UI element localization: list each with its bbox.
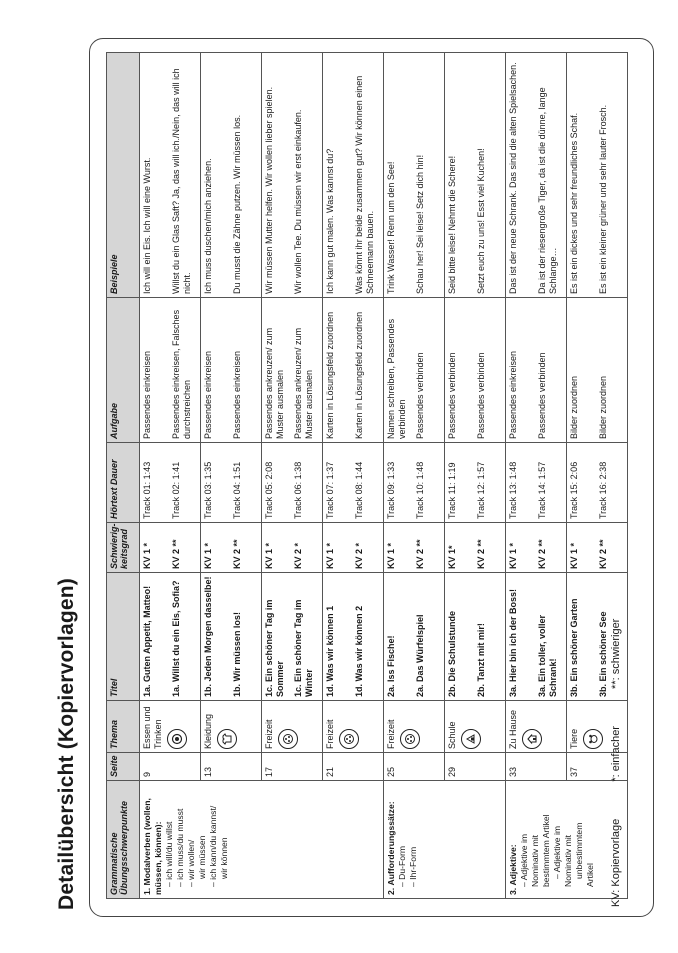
kv-2: KV 2 *	[354, 542, 364, 569]
thema-label: Essen und Trinken	[142, 706, 163, 749]
grammar-heading: Adjektive:	[508, 844, 518, 886]
seite-cell: 17	[262, 753, 323, 781]
schwierig-cell	[262, 523, 323, 573]
header-row	[107, 53, 140, 899]
kv-1: KV 1 *	[142, 542, 152, 569]
table-row	[445, 53, 506, 899]
header-hoer: Hörtext Dauer	[107, 443, 140, 523]
animal-icon	[583, 729, 603, 749]
titel-cell	[140, 573, 201, 701]
beispiel-1: Ich muss duschen/mich anziehen.	[203, 158, 213, 294]
grammar-heading: Modalverben (wollen, müssen, können):	[142, 798, 163, 895]
titel-1: 1b. Jeden Morgen dasselbe!	[203, 576, 213, 697]
track-2: Track 10: 1:48	[415, 461, 425, 519]
header-schwierig: Schwierig-keitsgrad	[107, 523, 140, 573]
aufgabe-cell	[384, 298, 445, 443]
kv-1: KV 1 *	[264, 542, 274, 569]
aufgabe-2: Passendes verbinden	[537, 352, 547, 439]
seite-cell: 33	[506, 753, 567, 781]
page-title: Detailübersicht (Kopiervorlagen)	[55, 578, 78, 910]
track-2: Track 08: 1:44	[354, 461, 364, 519]
ball-icon	[278, 729, 298, 749]
table-row	[384, 53, 445, 899]
track-1: Track 05: 2:08	[264, 461, 274, 519]
schwierig-cell	[140, 523, 201, 573]
aufgabe-1: Namen schreiben, Passendes verbinden	[386, 318, 407, 439]
aufgabe-2: Karten in Lösungsfeld zuordnen	[354, 311, 364, 439]
seite-cell: 37	[567, 753, 628, 781]
titel-1: 3b. Ein schöner Garten	[569, 598, 579, 697]
track-1: Track 03: 1:35	[203, 461, 213, 519]
beispiel-1: Wir müssen Mutter helfen. Wir wollen lieber spielen.	[264, 86, 274, 294]
grammar-number: 2.	[386, 887, 396, 895]
thema-cell	[140, 701, 201, 753]
hoer-cell	[384, 443, 445, 523]
grammar-item: – Adjektive im	[552, 825, 562, 879]
hoer-cell	[567, 443, 628, 523]
aufgabe-2: Passendes einkreisen	[232, 350, 242, 439]
beispiel-1: Ich kann gut malen. Was kannst du?	[325, 148, 335, 294]
track-2: Track 02: 1:41	[171, 461, 181, 519]
beispiele-cell	[140, 53, 201, 298]
school-icon	[461, 729, 481, 749]
aufgabe-cell	[445, 298, 506, 443]
beispiel-1: Trink Wasser! Renn um den See!	[386, 161, 396, 294]
aufgabe-cell	[262, 298, 323, 443]
titel-2: 1a. Willst du ein Eis, Sofia?	[171, 580, 181, 697]
titel-2: 2a. Das Würfelspiel	[415, 614, 425, 697]
thema-cell	[445, 701, 506, 753]
overview-table	[106, 52, 628, 899]
beispiel-2: Setzt euch zu uns! Esst viel Kuchen!	[476, 148, 486, 294]
titel-1: 1a. Guten Appetit, Matteo!	[142, 585, 152, 697]
kv-2: KV 2 **	[171, 539, 181, 569]
aufgabe-1: Passendes ankreuzen/ zum Muster ausmalen	[264, 327, 285, 439]
track-2: Track 16: 2:38	[598, 461, 608, 519]
track-1: Track 01: 1:43	[142, 461, 152, 519]
legend-footer	[610, 585, 622, 907]
grammar-item: wir können	[219, 837, 229, 879]
thema-cell	[201, 701, 262, 753]
header-aufgabe: Aufgabe	[107, 298, 140, 443]
header-gram: Grammatische Übungsschwerpunkte	[107, 781, 140, 899]
hoer-cell	[445, 443, 506, 523]
schwierig-cell	[567, 523, 628, 573]
grammar-item: – Ihr-Form	[408, 846, 418, 887]
titel-cell	[445, 573, 506, 701]
beispiel-2: Schau her! Sei leise! Setz dich hin!	[415, 154, 425, 294]
kv-2: KV 2 **	[537, 539, 547, 569]
aufgabe-1: Passendes verbinden	[447, 352, 457, 439]
grammar-number: 3.	[508, 887, 518, 895]
header-thema: Thema	[107, 701, 140, 753]
table-row	[201, 53, 262, 899]
aufgabe-cell	[201, 298, 262, 443]
grammar-item: unbestimmtem	[574, 822, 584, 879]
schwierig-cell	[445, 523, 506, 573]
clothing-icon	[217, 729, 237, 749]
titel-cell	[262, 573, 323, 701]
thema-cell	[384, 701, 445, 753]
grammar-heading: Aufforderungssätze:	[386, 801, 396, 886]
hoer-cell	[262, 443, 323, 523]
grammar-number: 1.	[142, 887, 152, 895]
grammar-item: – Adjektive im	[519, 833, 529, 887]
titel-2: 3a. Ein toller, voller Schrank!	[537, 614, 558, 697]
legend-einfacher: *: einfacher	[610, 726, 622, 782]
hoer-cell	[140, 443, 201, 523]
grammar-item: Artikel	[585, 863, 595, 887]
kv-2: KV 2 **	[476, 539, 486, 569]
titel-1: 1c. Ein schöner Tag im Sommer	[264, 599, 285, 697]
track-1: Track 13: 1:48	[508, 461, 518, 519]
aufgabe-2: Passendes einkreisen, Falsches durchstreichen	[171, 309, 192, 439]
seite-cell: 9	[140, 753, 201, 781]
thema-label: Freizeit	[264, 719, 274, 749]
beispiele-cell	[201, 53, 262, 298]
thema-label: Freizeit	[386, 719, 396, 749]
aufgabe-cell	[506, 298, 567, 443]
beispiel-2: Wir wollen Tee. Du müssen wir erst einkaufen.	[293, 109, 303, 294]
thema-label: Schule	[447, 721, 457, 749]
track-1: Track 11: 1:19	[447, 462, 457, 519]
beispiel-2: Willst du ein Glas Saft? Ja, das will ich./Nein, das will ich nicht.	[171, 68, 192, 294]
hoer-cell	[506, 443, 567, 523]
beispiele-cell	[445, 53, 506, 298]
track-2: Track 14: 1:57	[537, 461, 547, 519]
table-row	[323, 53, 384, 899]
beispiel-2: Was könnt ihr beide zusammen gut? Wir können einen Schneemann bauen.	[354, 75, 375, 294]
beispiele-cell	[506, 53, 567, 298]
grammar-cell	[384, 781, 506, 899]
grammar-item: – ich kann/du kannst/	[208, 805, 218, 887]
schwierig-cell	[323, 523, 384, 573]
titel-cell	[506, 573, 567, 701]
kv-2: KV 2 **	[598, 539, 608, 569]
legend-kv: KV: Kopiervorlage	[610, 818, 622, 907]
grammar-item: Nominativ mit	[563, 834, 573, 887]
thema-label: Zu Hause	[508, 709, 518, 749]
house-icon	[522, 729, 542, 749]
aufgabe-cell	[323, 298, 384, 443]
aufgabe-cell	[140, 298, 201, 443]
beispiel-2: Da ist der riesengroße Tiger, da ist die dünne, lange Schlange…	[537, 87, 558, 294]
schwierig-cell	[506, 523, 567, 573]
grammar-cell	[140, 781, 384, 899]
titel-1: 2a. Iss Fische!	[386, 635, 396, 697]
track-2: Track 12: 1:57	[476, 461, 486, 519]
header-titel: Titel	[107, 573, 140, 701]
food-icon	[167, 729, 187, 749]
kv-1: KV 1*	[447, 545, 457, 569]
aufgabe-1: Passendes einkreisen	[142, 350, 152, 439]
titel-2: 3b. Ein schöner See	[598, 611, 608, 697]
titel-2: 1b. Wir müssen los!	[232, 612, 242, 697]
kv-1: KV 1 *	[386, 542, 396, 569]
aufgabe-2: Passendes verbinden	[415, 352, 425, 439]
aufgabe-2: Bilder zuordnen	[598, 375, 608, 439]
header-seite: Seite	[107, 753, 140, 781]
legend-schwieriger: **: schwieriger	[610, 618, 622, 689]
ball-icon	[339, 729, 359, 749]
titel-1: 1d. Was wir können 1	[325, 605, 335, 697]
kv-2: KV 2 **	[415, 539, 425, 569]
kv-2: KV 2 *	[293, 542, 303, 569]
titel-2: 1d. Was wir können 2	[354, 605, 364, 697]
grammar-item: bestimmtem Artikel	[541, 814, 551, 887]
kv-1: KV 1 *	[325, 542, 335, 569]
track-1: Track 09: 1:33	[386, 461, 396, 519]
thema-cell	[262, 701, 323, 753]
titel-2: 1c. Ein schöner Tag im Winter	[293, 599, 314, 697]
beispiele-cell	[384, 53, 445, 298]
aufgabe-1: Passendes einkreisen	[203, 350, 213, 439]
kv-1: KV 1 *	[508, 542, 518, 569]
track-2: Track 06: 1:38	[293, 461, 303, 519]
kv-1: KV 1 *	[203, 542, 213, 569]
aufgabe-2: Passendes verbinden	[476, 352, 486, 439]
aufgabe-2: Passendes ankreuzen/ zum Muster ausmalen	[293, 327, 314, 439]
grammar-item: Nominativ mit	[530, 834, 540, 887]
titel-cell	[384, 573, 445, 701]
grammar-item: wir müssen	[197, 835, 207, 879]
header-beispiele: Beispiele	[107, 53, 140, 298]
aufgabe-1: Bilder zuordnen	[569, 375, 579, 439]
grammar-item: – ich will/du willst	[164, 821, 174, 887]
table-row	[140, 53, 201, 899]
grammar-item: – wir wollen/	[186, 839, 196, 887]
kv-1: KV 1 *	[569, 542, 579, 569]
beispiel-2: Du musst die Zähne putzen. Wir müssen los.	[232, 114, 242, 294]
beispiele-cell	[567, 53, 628, 298]
thema-cell	[506, 701, 567, 753]
ball-icon	[400, 729, 420, 749]
beispiel-1: Das ist der neue Schrank. Das sind die alten Spielsachen.	[508, 62, 518, 294]
seite-cell: 21	[323, 753, 384, 781]
table-row	[262, 53, 323, 899]
hoer-cell	[323, 443, 384, 523]
thema-label: Tiere	[569, 728, 579, 749]
schwierig-cell	[201, 523, 262, 573]
beispiele-cell	[262, 53, 323, 298]
aufgabe-1: Passendes einkreisen	[508, 350, 518, 439]
aufgabe-cell	[567, 298, 628, 443]
track-1: Track 15: 2:06	[569, 461, 579, 519]
seite-cell: 13	[201, 753, 262, 781]
thema-label: Freizeit	[325, 719, 335, 749]
track-1: Track 07: 1:37	[325, 461, 335, 519]
beispiel-1: Ich will ein Eis. Ich will eine Wurst.	[142, 157, 152, 294]
beispiele-cell	[323, 53, 384, 298]
beispiel-2: Es ist ein kleiner grüner und sehr lauter Frosch.	[598, 104, 608, 294]
titel-1: 3a. Hier bin ich der Boss!	[508, 588, 518, 697]
schwierig-cell	[384, 523, 445, 573]
grammar-item: – Du-Form	[397, 845, 407, 887]
grammar-item: – ich muss/du musst	[175, 808, 185, 887]
seite-cell: 29	[445, 753, 506, 781]
titel-2: 2b. Tanzt mit mir!	[476, 623, 486, 697]
hoer-cell	[201, 443, 262, 523]
titel-1: 2b. Die Schulstunde	[447, 610, 457, 697]
titel-cell	[201, 573, 262, 701]
beispiel-1: Seid bitte leise! Nehmt die Schere!	[447, 155, 457, 294]
titel-cell	[323, 573, 384, 701]
beispiel-1: Es ist ein dickes und sehr freundliches Schaf.	[569, 112, 579, 294]
track-2: Track 04: 1:51	[232, 461, 242, 519]
seite-cell: 25	[384, 753, 445, 781]
aufgabe-1: Karten in Lösungsfeld zuordnen	[325, 311, 335, 439]
kv-2: KV 2 **	[232, 539, 242, 569]
thema-label: Kleidung	[203, 713, 213, 749]
table-row	[506, 53, 567, 899]
thema-cell	[323, 701, 384, 753]
